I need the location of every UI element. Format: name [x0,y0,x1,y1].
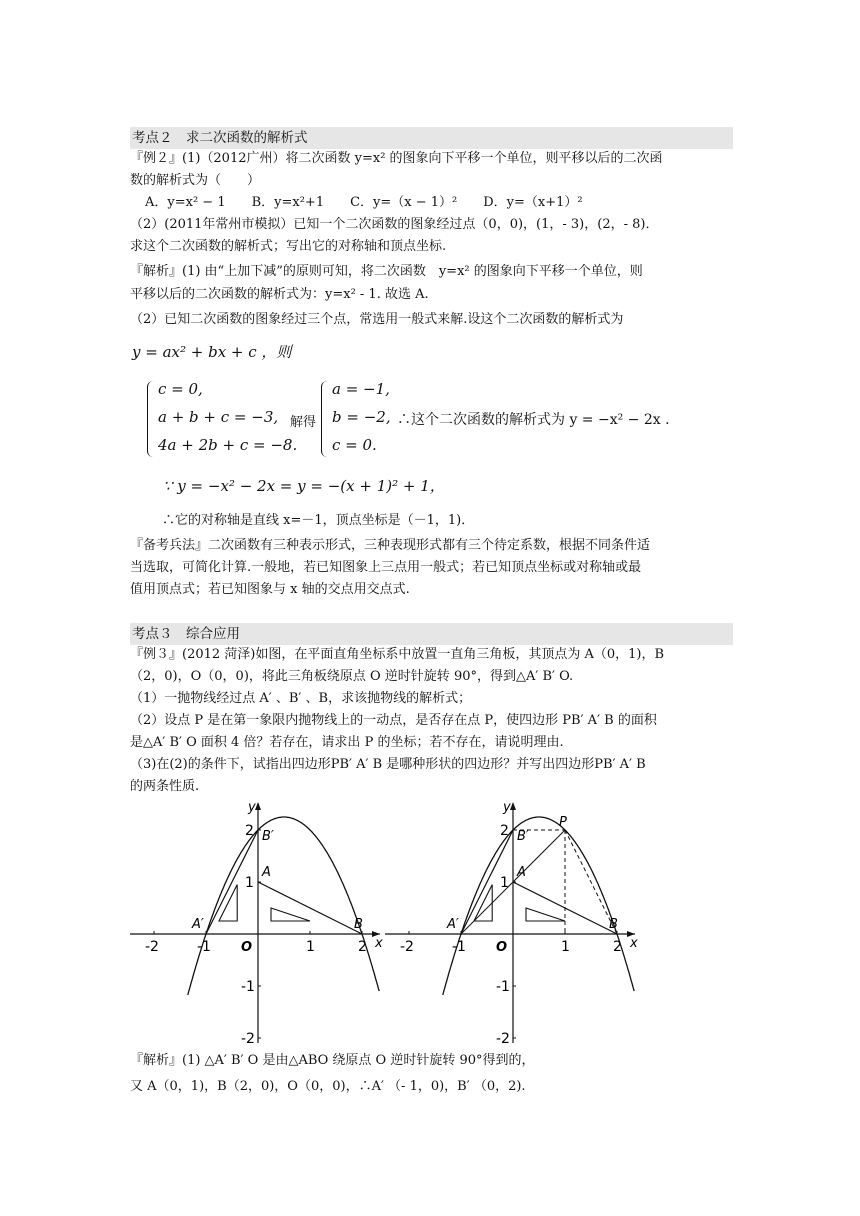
example-2-line-3: （2）(2011年常州市模拟）已知一个二次函数的图象经过点（0，0)，(1，- 3)，(2，- 8)． [130,217,659,232]
y-tick-label: -1 [241,979,255,995]
example-3-line-7: 的两条性质. [130,779,200,794]
y-axis-label: y [248,800,256,815]
y-axis-arrow [255,802,261,810]
example-3-line-1: 『例３』(2012 菏泽)如图，在平面直角坐标系中放置一直角三角板，其顶点为 A（0，1)，B [130,647,665,662]
point-A-label: A [517,865,526,880]
solution-3-line-2: 又 A（0，1)，B（2，0)，O（0，0)，∴A′ （- 1，0)，B′ （0，2). [130,1079,526,1094]
system-2-row-3: c = 0. [332,436,377,454]
x-tick-label: -1 [452,939,466,955]
segment-PB [565,830,617,934]
x-tick-label: 2 [358,939,367,955]
point-Bprime-label: B′ [517,829,529,844]
y-tick-label: 2 [500,823,509,839]
solution-line-2: 平移以后的二次函数的解析式为：y=x² - 1. 故选 A. [130,287,429,302]
point-A-label: A [262,865,271,880]
origin-label: O [496,940,508,955]
section-heading-3: 考点３ 综合应用 [130,623,733,645]
example-2-line-1: 『例２』(1)（2012广州）将二次函数 y=x² 的图象向下平移一个单位，则平移以后的二次函 [130,151,663,166]
example-3-line-5: 是△A′ B′ O 面积 4 倍？若存在，请求出 P 的坐标；若不存在，请说明理由. [130,735,564,750]
tip-line-2: 当选取，可简化计算.一般地，若已知图象上三点用一般式；若已知顶点坐标或对称轴或最 [130,560,642,575]
ruler-hole-ABO [271,908,310,921]
y-tick-label: -1 [496,979,510,995]
solution-3-line-1: 『解析』(1) △A′ B′ O 是由△ABO 绕原点 O 逆时针旋转 90°得到的， [130,1053,535,1068]
right-brace [321,381,330,457]
example-3-line-6: （3)在(2)的条件下，试指出四边形PB′ A′ B 是哪种形状的四边形？并写出四边形PB′ A′ B [130,757,646,772]
general-form: y = ax² + bx + c ，则 [132,343,292,361]
x-axis-label: x [375,936,383,951]
segment-AB [258,882,362,934]
y-tick-label: -2 [241,1031,255,1047]
point-B-label: B [609,917,618,932]
point-Bprime-label: B′ [262,829,274,844]
figure-right [380,798,640,1048]
example-2-options: A．y=x² − 1 B．y=x²+1 C．y=（x − 1）² D．y=（x+1）² [145,195,583,210]
system-2-row-1: a = −1, [332,380,390,398]
origin-label: O [241,940,253,955]
point-B-label: B [354,917,363,932]
example-2-line-4: 求这个二次函数的解析式；写出它的对称轴和顶点坐标. [130,239,447,254]
because-line: ∵ y = −x² − 2x = y = −(x + 1)² + 1， [163,477,445,495]
example-2-line-2: 数的解析式为（ ） [130,173,261,188]
system-1-row-3: 4a + 2b + c = −8. [158,436,298,454]
x-tick-label: -1 [197,939,211,955]
figure-left [125,798,385,1048]
y-axis-arrow [510,802,516,810]
result-text: ∴这个二次函数的解析式为 y = −x² − 2x . [397,412,670,428]
point-P-label: P [559,815,567,830]
parabola-curve [188,817,379,995]
tip-line-1: 『备考兵法』二次函数有三种表示形式，三种表现形式都有三个待定系数，根据不同条件适 [130,538,651,553]
x-tick-label: 1 [306,939,315,955]
y-tick-label: 1 [245,875,254,891]
x-tick-label: 2 [613,939,622,955]
point-Aprime-label: A′ [192,917,204,932]
axis-line: ∴它的对称轴是直线 x=－1，顶点坐标是（－1，1)． [162,513,475,528]
x-axis-label: x [630,936,638,951]
system-1-row-2: a + b + c = −3, [158,408,279,426]
system-1-row-1: c = 0, [158,380,203,398]
y-axis-label: y [503,800,511,815]
parabola-curve [443,817,634,995]
example-3-line-3: （1）一抛物线经过点 A′ 、B′ 、B，求该抛物线的解析式； [130,691,472,706]
x-tick-label: -2 [400,939,414,955]
point-Aprime-label: A′ [447,917,459,932]
y-tick-label: 2 [245,823,254,839]
section-heading-2: 考点２ 求二次函数的解析式 [130,127,733,149]
x-tick-label: -2 [145,939,159,955]
system-2-row-2: b = −2, [332,408,391,426]
x-tick-label: 1 [561,939,570,955]
y-tick-label: -2 [496,1031,510,1047]
solve-word: 解得 [290,415,317,430]
left-brace [147,381,156,457]
tip-line-3: 值用顶点式；若已知图象与 x 轴的交点用交点式. [130,582,410,597]
solution-line-3: （2）已知二次函数的图象经过三个点，常选用一般式来解.设这个二次函数的解析式为 [130,312,624,327]
example-3-line-2: （2，0)，O（0，0)，将此三角板绕原点 O 逆时针旋转 90°，得到△A′ B′ O. [130,669,574,684]
y-tick-label: 1 [500,875,509,891]
ruler-hole-ABO [526,908,565,921]
example-3-line-4: （2）设点 P 是在第一象限内抛物线上的一动点，是否存在点 P，使四边形 PB′ A′ B 的面积 [130,713,657,728]
solution-line-1: 『解析』(1) 由“上加下减”的原则可知，将二次函数 y=x² 的图象向下平移一个单位，则 [130,264,643,279]
